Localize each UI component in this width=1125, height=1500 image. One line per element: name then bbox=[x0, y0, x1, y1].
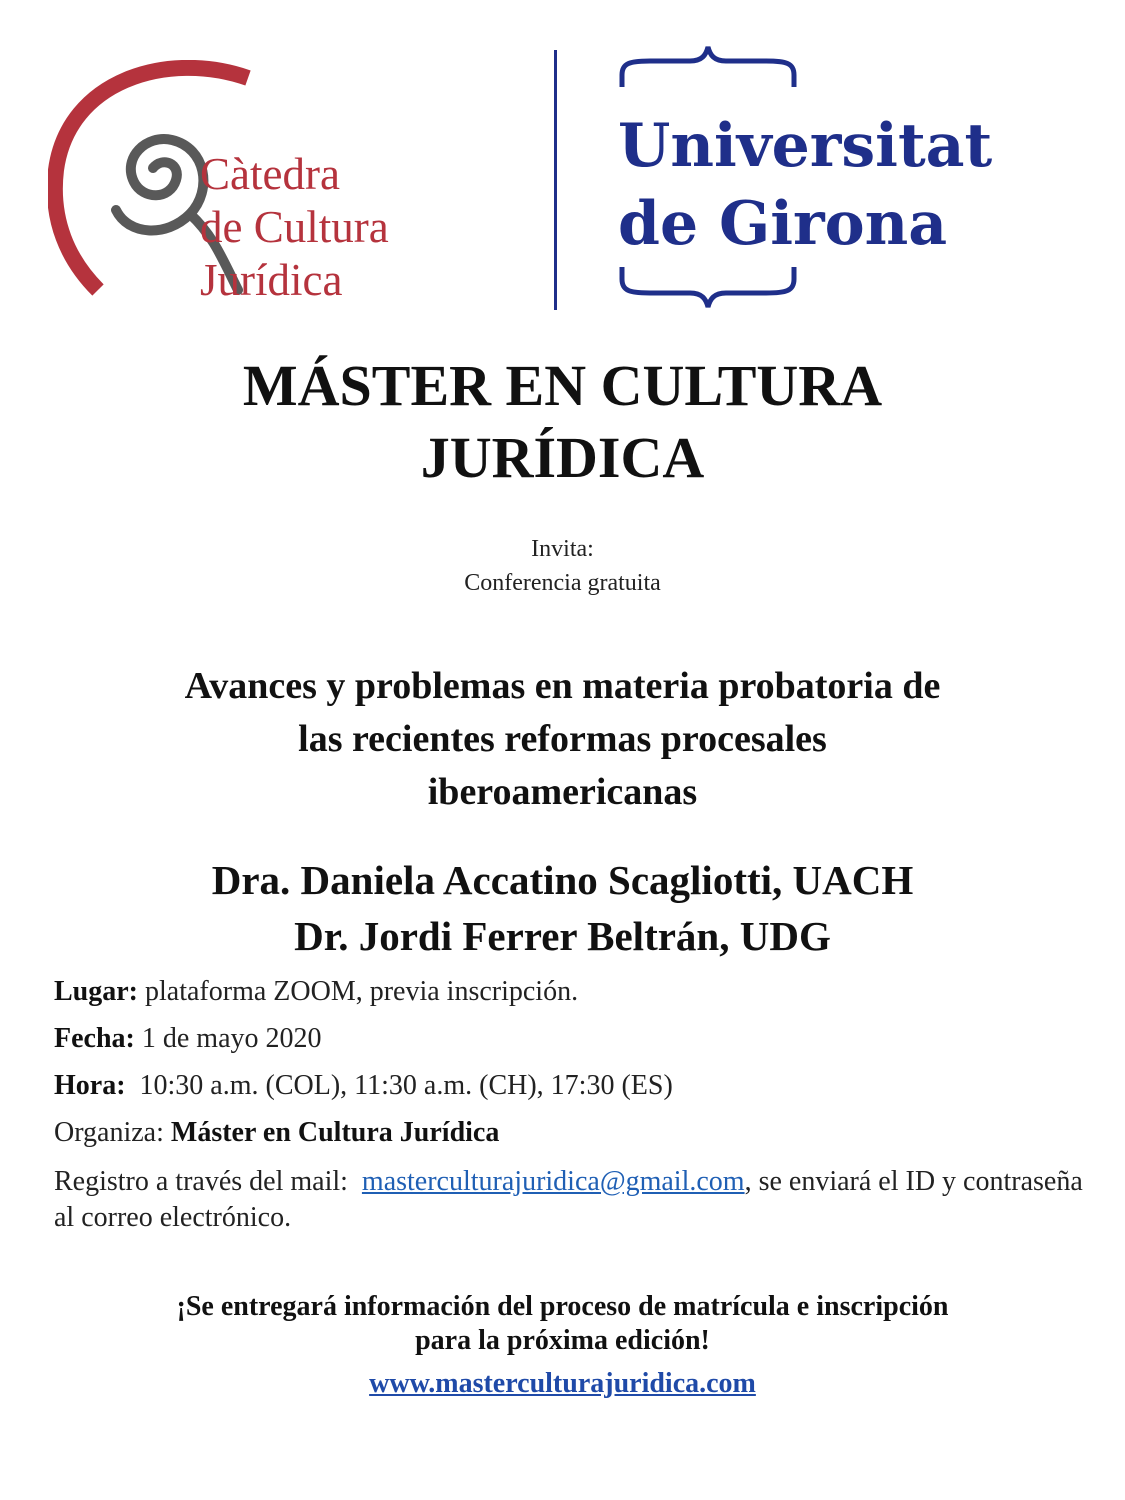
organiza-value: Máster en Cultura Jurídica bbox=[170, 1117, 500, 1148]
event-details bbox=[54, 976, 1084, 1251]
lugar-label: Lugar: bbox=[54, 976, 138, 1007]
udg-line-2: de Girona bbox=[618, 189, 948, 259]
fecha-value: 1 de mayo 2020 bbox=[134, 1023, 322, 1054]
title-line-1: MÁSTER EN CULTURA bbox=[242, 353, 883, 418]
speakers-block bbox=[0, 852, 1125, 964]
invite-block bbox=[0, 532, 1125, 600]
catedra-wordmark bbox=[200, 148, 389, 307]
catedra-line-1: Càtedra bbox=[200, 149, 340, 199]
website-link[interactable]: www.masterculturajuridica.com bbox=[369, 1368, 756, 1399]
detail-hora bbox=[54, 1070, 1084, 1102]
udg-line-1: Universitat bbox=[618, 111, 993, 181]
catedra-line-3: Jurídica bbox=[200, 255, 343, 305]
hora-label: Hora: bbox=[54, 1070, 126, 1101]
talk-line-1: Avances y problemas en materia probatoria de bbox=[184, 665, 941, 707]
catedra-logo bbox=[48, 60, 548, 320]
lugar-value: plataforma ZOOM, previa inscripción. bbox=[138, 976, 579, 1007]
footer-website bbox=[0, 1368, 1125, 1400]
registro-suffix: , se enviará el ID y contraseña al correo electrónico. bbox=[54, 1166, 1083, 1233]
speaker-1: Dra. Daniela Accatino Scagliotti, UACH bbox=[211, 857, 914, 903]
invite-line-2: Conferencia gratuita bbox=[464, 570, 661, 596]
talk-line-2: las recientes reformas procesales bbox=[298, 718, 827, 760]
udg-wordmark bbox=[618, 107, 992, 263]
registro-prefix: Registro a través del mail: bbox=[54, 1166, 362, 1197]
detail-organiza bbox=[54, 1117, 1084, 1149]
organiza-label: Organiza: bbox=[54, 1117, 171, 1148]
footer-note-line-1: ¡Se entregará información del proceso de matrícula e inscripción bbox=[176, 1291, 949, 1322]
registro-email-link[interactable]: masterculturajuridica@gmail.com bbox=[361, 1166, 745, 1197]
detail-registro bbox=[54, 1164, 1084, 1236]
page-title bbox=[0, 350, 1125, 494]
footer-note bbox=[0, 1290, 1125, 1358]
detail-fecha bbox=[54, 1023, 1084, 1055]
talk-line-3: iberoamericanas bbox=[427, 771, 698, 813]
footer-note-line-2: para la próxima edición! bbox=[415, 1325, 710, 1356]
udg-logo bbox=[580, 45, 1100, 320]
speaker-2: Dr. Jordi Ferrer Beltrán, UDG bbox=[294, 913, 831, 959]
detail-lugar bbox=[54, 976, 1084, 1008]
talk-title bbox=[0, 660, 1125, 819]
catedra-line-2: de Cultura bbox=[200, 202, 389, 252]
hora-value: 10:30 a.m. (COL), 11:30 a.m. (CH), 17:30 (ES) bbox=[125, 1070, 673, 1101]
invite-line-1: Invita: bbox=[531, 536, 594, 562]
header-logos bbox=[0, 0, 1125, 330]
logo-divider bbox=[554, 50, 557, 310]
title-line-2: JURÍDICA bbox=[420, 425, 705, 490]
fecha-label: Fecha: bbox=[54, 1023, 135, 1054]
